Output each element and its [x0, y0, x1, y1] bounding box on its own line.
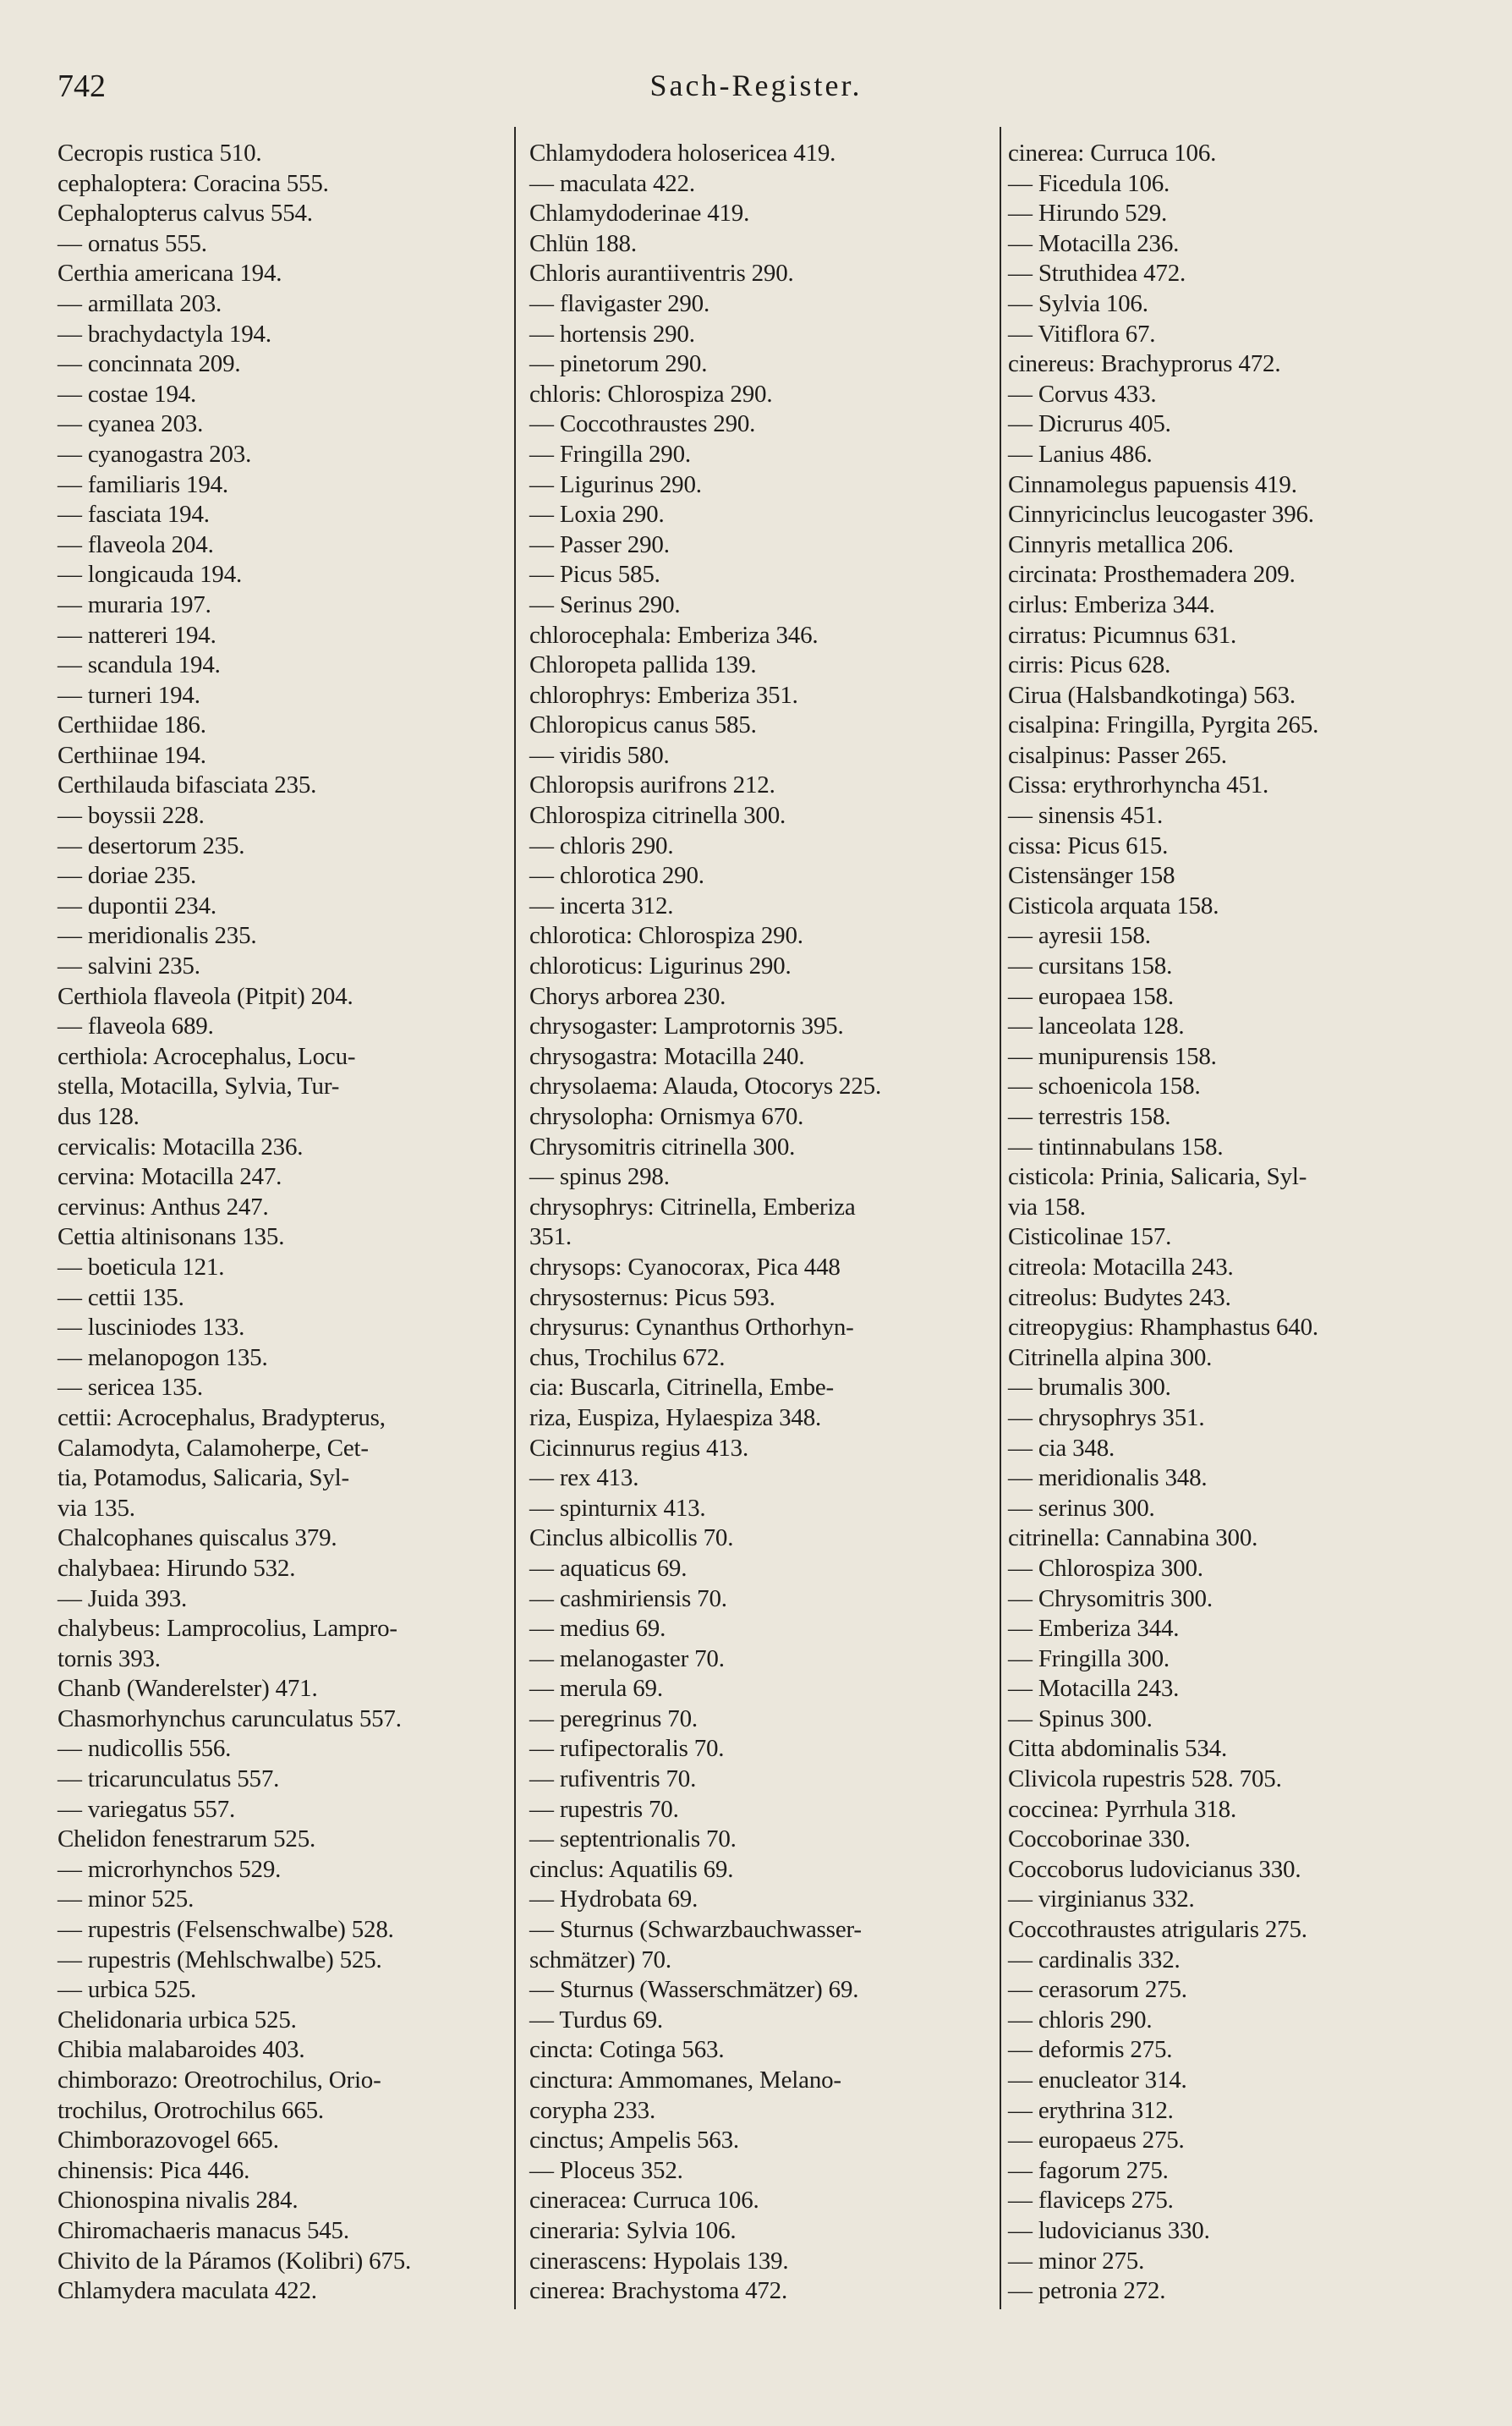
index-entry: — melanogaster 70.: [529, 1644, 725, 1672]
index-entry: — lusciniodes 133.: [58, 1314, 245, 1342]
index-entry: Chanb (Wanderelster) 471.: [58, 1675, 318, 1703]
index-entry: — nudicollis 556.: [58, 1735, 232, 1763]
index-entry: — rufiventris 70.: [529, 1765, 697, 1793]
index-entry: — serinus 300.: [1008, 1494, 1155, 1522]
index-entry: Cinnyris metallica 206.: [1008, 530, 1234, 558]
index-entry: Certhilauda bifasciata 235.: [58, 771, 317, 799]
index-entry: — doriae 235.: [58, 862, 197, 890]
index-entry: — Serinus 290.: [529, 590, 681, 618]
index-entry: — Emberiza 344.: [1008, 1615, 1180, 1643]
index-entry: 351.: [529, 1223, 572, 1251]
index-entry: Chlamydoderinae 419.: [529, 200, 750, 228]
index-entry: Chloropicus canus 585.: [529, 711, 757, 739]
index-entry: — deformis 275.: [1008, 2036, 1173, 2064]
index-entry: — minor 275.: [1008, 2247, 1145, 2275]
index-entry: — salvini 235.: [58, 952, 200, 980]
index-entry: — hortensis 290.: [529, 320, 695, 348]
index-entry: chloris: Chlorospiza 290.: [529, 380, 773, 408]
index-entry: — Motacilla 243.: [1008, 1675, 1180, 1703]
index-entry: — Coccothraustes 290.: [529, 410, 756, 438]
index-entry: cinctus; Ampelis 563.: [529, 2127, 739, 2154]
index-entry: Certhiinae 194.: [58, 741, 206, 769]
index-entry: — viridis 580.: [529, 741, 670, 769]
index-entry: Calamodyta, Calamoherpe, Cet-: [58, 1434, 369, 1462]
index-entry: — rufipectoralis 70.: [529, 1735, 725, 1763]
index-entry: chrysolaema: Alauda, Otocorys 225.: [529, 1073, 882, 1100]
index-entry: cinerea: Brachystoma 472.: [529, 2277, 788, 2305]
index-entry: cisticola: Prinia, Salicaria, Syl-: [1008, 1163, 1307, 1191]
index-entry: Chibia malabaroides 403.: [58, 2036, 305, 2064]
index-entry: — cyanea 203.: [58, 410, 204, 438]
index-entry: cineraria: Sylvia 106.: [529, 2216, 737, 2244]
index-entry: — rupestris 70.: [529, 1795, 679, 1823]
index-entry: cervinus: Anthus 247.: [58, 1193, 269, 1221]
index-entry: — scandula 194.: [58, 651, 221, 679]
index-entry: — terrestris 158.: [1008, 1103, 1171, 1130]
index-entry: — Fringilla 290.: [529, 440, 691, 468]
index-entry: Cistensänger 158: [1008, 862, 1175, 890]
index-entry: — turneri 194.: [58, 681, 200, 709]
index-entry: — Sylvia 106.: [1008, 289, 1148, 317]
index-entry: — chrysophrys 351.: [1008, 1403, 1205, 1431]
index-entry: coccinea: Pyrrhula 318.: [1008, 1795, 1236, 1823]
index-entry: — cursitans 158.: [1008, 952, 1173, 980]
index-entry: — dupontii 234.: [58, 892, 216, 919]
index-entry: — chloris 290.: [529, 832, 674, 859]
index-entry: — ayresii 158.: [1008, 922, 1151, 950]
index-entry: cisalpinus: Passer 265.: [1008, 741, 1227, 769]
index-entry: chloroticus: Ligurinus 290.: [529, 952, 792, 980]
index-entry: — sinensis 451.: [1008, 802, 1164, 830]
column-rule: [514, 127, 516, 2309]
index-entry: — cettii 135.: [58, 1283, 184, 1311]
index-entry: — melanopogon 135.: [58, 1343, 268, 1371]
index-entry: cia: Buscarla, Citrinella, Embe-: [529, 1374, 834, 1402]
index-entry: — septentrionalis 70.: [529, 1825, 737, 1853]
index-entry: — Vitiflora 67.: [1008, 320, 1156, 348]
index-entry: — merula 69.: [529, 1675, 663, 1703]
index-entry: — cerasorum 275.: [1008, 1976, 1187, 2004]
index-entry: Chelidonaria urbica 525.: [58, 2006, 297, 2034]
index-entry: — sericea 135.: [58, 1374, 203, 1402]
index-entry: — spinus 298.: [529, 1163, 670, 1191]
index-entry: — cyanogastra 203.: [58, 440, 252, 468]
index-entry: Cecropis rustica 510.: [58, 140, 262, 167]
index-column-1: [58, 139, 504, 2307]
index-entry: — cashmiriensis 70.: [529, 1584, 727, 1612]
index-entry: — virginianus 332.: [1008, 1885, 1195, 1913]
index-entry: trochilus, Orotrochilus 665.: [58, 2096, 324, 2124]
column-rule: [1000, 127, 1001, 2309]
index-entry: — erythrina 312.: [1008, 2096, 1174, 2124]
index-entry: chrysosternus: Picus 593.: [529, 1283, 775, 1311]
index-entry: Chorys arborea 230.: [529, 982, 726, 1010]
index-entry: — urbica 525.: [58, 1976, 197, 2004]
index-entry: — Juida 393.: [58, 1584, 188, 1612]
index-entry: — concinnata 209.: [58, 350, 241, 378]
index-entry: — maculata 422.: [529, 169, 695, 197]
index-entry: Cinnamolegus papuensis 419.: [1008, 470, 1297, 498]
index-entry: cephaloptera: Coracina 555.: [58, 169, 329, 197]
index-entry: Cisticola arquata 158.: [1008, 892, 1219, 919]
index-entry: — Passer 290.: [529, 530, 670, 558]
index-entry: chlorotica: Chlorospiza 290.: [529, 922, 803, 950]
index-entry: chinensis: Pica 446.: [58, 2156, 250, 2184]
index-entry: citreopygius: Rhamphastus 640.: [1008, 1314, 1318, 1342]
index-entry: — rex 413.: [529, 1464, 639, 1492]
index-entry: — meridionalis 235.: [58, 922, 257, 950]
index-entry: — enucleator 314.: [1008, 2066, 1187, 2094]
index-entry: cervicalis: Motacilla 236.: [58, 1133, 304, 1161]
page-number: 742: [58, 69, 106, 104]
index-entry: — costae 194.: [58, 380, 197, 408]
index-entry: — pinetorum 290.: [529, 350, 708, 378]
index-entry: — Turdus 69.: [529, 2006, 663, 2034]
index-entry: — medius 69.: [529, 1615, 666, 1643]
index-entry: Chelidon fenestrarum 525.: [58, 1825, 316, 1853]
index-column-3: [1008, 139, 1482, 2307]
index-entry: via 135.: [58, 1494, 135, 1522]
index-entry: Certhia americana 194.: [58, 260, 282, 288]
index-entry: — peregrinus 70.: [529, 1704, 698, 1732]
index-entry: chlorophrys: Emberiza 351.: [529, 681, 798, 709]
index-entry: — Ploceus 352.: [529, 2156, 683, 2184]
index-entry: cettii: Acrocephalus, Bradypterus,: [58, 1403, 386, 1431]
index-entry: — lanceolata 128.: [1008, 1013, 1185, 1040]
index-entry: certhiola: Acrocephalus, Locu-: [58, 1042, 356, 1070]
index-entry: — chlorotica 290.: [529, 862, 704, 890]
index-entry: — muraria 197.: [58, 590, 211, 618]
index-entry: — meridionalis 348.: [1008, 1464, 1208, 1492]
index-entry: — Loxia 290.: [529, 501, 665, 529]
index-entry: — cardinalis 332.: [1008, 1946, 1181, 1973]
index-entry: — Ficedula 106.: [1008, 169, 1170, 197]
index-entry: cinerea: Curruca 106.: [1008, 140, 1217, 167]
index-entry: Citrinella alpina 300.: [1008, 1343, 1213, 1371]
index-entry: Chiromachaeris manacus 545.: [58, 2216, 349, 2244]
index-entry: riza, Euspiza, Hylaespiza 348.: [529, 1403, 822, 1431]
index-entry: cincta: Cotinga 563.: [529, 2036, 725, 2064]
index-entry: — fagorum 275.: [1008, 2156, 1169, 2184]
index-entry: Certhiola flaveola (Pitpit) 204.: [58, 982, 353, 1010]
index-entry: — Fringilla 300.: [1008, 1644, 1170, 1672]
index-entry: Coccoborinae 330.: [1008, 1825, 1191, 1853]
index-entry: — tricarunculatus 557.: [58, 1765, 280, 1793]
index-entry: — minor 525.: [58, 1885, 194, 1913]
index-entry: schmätzer) 70.: [529, 1946, 671, 1973]
index-entry: — flaveola 689.: [58, 1013, 214, 1040]
index-entry: — boeticula 121.: [58, 1253, 225, 1281]
index-entry: — brumalis 300.: [1008, 1374, 1171, 1402]
index-entry: — armillata 203.: [58, 289, 222, 317]
index-entry: — desertorum 235.: [58, 832, 245, 859]
index-entry: via 158.: [1008, 1193, 1086, 1221]
index-entry: — Ligurinus 290.: [529, 470, 702, 498]
index-entry: chlorocephala: Emberiza 346.: [529, 621, 819, 649]
index-entry: cissa: Picus 615.: [1008, 832, 1169, 859]
index-entry: — Hirundo 529.: [1008, 200, 1168, 228]
index-entry: — Lanius 486.: [1008, 440, 1153, 468]
index-entry: Cissa: erythrorhyncha 451.: [1008, 771, 1269, 799]
running-head: Sach-Register.: [649, 69, 863, 102]
index-entry: — tintinnabulans 158.: [1008, 1133, 1224, 1161]
index-entry: Coccothraustes atrigularis 275.: [1008, 1916, 1307, 1944]
index-entry: tia, Potamodus, Salicaria, Syl-: [58, 1464, 349, 1492]
index-entry: chalybeus: Lamprocolius, Lampro-: [58, 1615, 397, 1643]
index-entry: Chalcophanes quiscalus 379.: [58, 1524, 337, 1552]
index-entry: dus 128.: [58, 1103, 140, 1130]
index-entry: cinclus: Aquatilis 69.: [529, 1855, 734, 1883]
index-entry: — ludovicianus 330.: [1008, 2216, 1210, 2244]
index-entry: — Corvus 433.: [1008, 380, 1157, 408]
index-entry: cirris: Picus 628.: [1008, 651, 1171, 679]
index-entry: chrysurus: Cynanthus Orthorhyn-: [529, 1314, 854, 1342]
index-entry: — flaveola 204.: [58, 530, 214, 558]
index-entry: — Spinus 300.: [1008, 1704, 1153, 1732]
index-entry: — brachydactyla 194.: [58, 320, 271, 348]
index-entry: — munipurensis 158.: [1008, 1042, 1217, 1070]
index-entry: chus, Trochilus 672.: [529, 1343, 726, 1371]
index-entry: — Struthidea 472.: [1008, 260, 1186, 288]
index-entry: — cia 348.: [1008, 1434, 1115, 1462]
index-entry: chrysogastra: Motacilla 240.: [529, 1042, 805, 1070]
index-entry: cinerascens: Hypolais 139.: [529, 2247, 789, 2275]
index-entry: Coccoborus ludovicianus 330.: [1008, 1855, 1301, 1883]
index-entry: Citta abdominalis 534.: [1008, 1735, 1227, 1763]
index-entry: — Chrysomitris 300.: [1008, 1584, 1213, 1612]
index-entry: cineracea: Curruca 106.: [529, 2187, 759, 2215]
index-entry: chalybaea: Hirundo 532.: [58, 1554, 296, 1582]
index-entry: cinereus: Brachyprorus 472.: [1008, 350, 1281, 378]
index-entry: Cirua (Halsbandkotinga) 563.: [1008, 681, 1296, 709]
index-entry: — variegatus 557.: [58, 1795, 236, 1823]
index-entry: Cicinnurus regius 413.: [529, 1434, 748, 1462]
index-entry: Chloris aurantiiventris 290.: [529, 260, 794, 288]
index-entry: Clivicola rupestris 528. 705.: [1008, 1765, 1282, 1793]
index-entry: Chrysomitris citrinella 300.: [529, 1133, 796, 1161]
index-entry: — petronia 272.: [1008, 2277, 1166, 2305]
index-entry: Chloropeta pallida 139.: [529, 651, 757, 679]
index-entry: — chloris 290.: [1008, 2006, 1153, 2034]
index-entry: Cephalopterus calvus 554.: [58, 200, 313, 228]
index-entry: Chlün 188.: [529, 229, 637, 257]
index-entry: — Motacilla 236.: [1008, 229, 1180, 257]
index-entry: Chlamydera maculata 422.: [58, 2277, 317, 2305]
index-entry: cervina: Motacilla 247.: [58, 1163, 282, 1191]
index-entry: — aquaticus 69.: [529, 1554, 688, 1582]
index-entry: — Sturnus (Wasserschmätzer) 69.: [529, 1976, 859, 2004]
index-entry: citreolus: Budytes 243.: [1008, 1283, 1231, 1311]
index-entry: corypha 233.: [529, 2096, 656, 2124]
index-entry: circinata: Prosthemadera 209.: [1008, 561, 1296, 589]
index-entry: chrysolopha: Ornismya 670.: [529, 1103, 804, 1130]
index-entry: — Hydrobata 69.: [529, 1885, 698, 1913]
page-header: [0, 68, 1512, 118]
index-entry: — familiaris 194.: [58, 470, 228, 498]
index-entry: Chivito de la Páramos (Kolibri) 675.: [58, 2247, 412, 2275]
index-entry: chrysops: Cyanocorax, Pica 448: [529, 1253, 841, 1281]
index-entry: Chasmorhynchus carunculatus 557.: [58, 1704, 402, 1732]
index-entry: — boyssii 228.: [58, 802, 205, 830]
index-entry: cinctura: Ammomanes, Melano-: [529, 2066, 841, 2094]
index-entry: stella, Motacilla, Sylvia, Tur-: [58, 1073, 340, 1100]
index-entry: Chlamydodera holosericea 419.: [529, 140, 836, 167]
index-entry: chrysophrys: Citrinella, Emberiza: [529, 1193, 856, 1221]
index-entry: — nattereri 194.: [58, 621, 216, 649]
index-entry: Chionospina nivalis 284.: [58, 2187, 299, 2215]
index-entry: — rupestris (Mehlschwalbe) 525.: [58, 1946, 382, 1973]
index-entry: — longicauda 194.: [58, 561, 243, 589]
index-entry: — microrhynchos 529.: [58, 1855, 282, 1883]
index-entry: — europaeus 275.: [1008, 2127, 1185, 2154]
index-entry: Cinclus albicollis 70.: [529, 1524, 734, 1552]
index-entry: cirlus: Emberiza 344.: [1008, 590, 1215, 618]
index-entry: Cisticolinae 157.: [1008, 1223, 1172, 1251]
index-entry: citreola: Motacilla 243.: [1008, 1253, 1234, 1281]
index-entry: — europaea 158.: [1008, 982, 1174, 1010]
index-entry: Cettia altinisonans 135.: [58, 1223, 285, 1251]
index-entry: Chloropsis aurifrons 212.: [529, 771, 775, 799]
index-entry: — spinturnix 413.: [529, 1494, 706, 1522]
index-entry: — Sturnus (Schwarzbauchwasser-: [529, 1916, 862, 1944]
index-entry: — flavigaster 290.: [529, 289, 710, 317]
index-entry: Certhiidae 186.: [58, 711, 206, 739]
index-entry: cisalpina: Fringilla, Pyrgita 265.: [1008, 711, 1319, 739]
index-entry: chrysogaster: Lamprotornis 395.: [529, 1013, 844, 1040]
index-entry: Chimborazovogel 665.: [58, 2127, 279, 2154]
index-entry: — ornatus 555.: [58, 229, 207, 257]
index-entry: — flaviceps 275.: [1008, 2187, 1174, 2215]
index-entry: cirratus: Picumnus 631.: [1008, 621, 1237, 649]
index-entry: tornis 393.: [58, 1644, 161, 1672]
index-entry: chimborazo: Oreotrochilus, Orio-: [58, 2066, 381, 2094]
index-entry: — Chlorospiza 300.: [1008, 1554, 1203, 1582]
index-entry: — rupestris (Felsenschwalbe) 528.: [58, 1916, 394, 1944]
index-entry: — Dicrurus 405.: [1008, 410, 1171, 438]
index-entry: Chlorospiza citrinella 300.: [529, 802, 786, 830]
index-entry: — fasciata 194.: [58, 501, 210, 529]
index-entry: — incerta 312.: [529, 892, 674, 919]
index-column-2: [529, 139, 986, 2307]
index-entry: — schoenicola 158.: [1008, 1073, 1201, 1100]
index-entry: Cinnyricinclus leucogaster 396.: [1008, 501, 1314, 529]
index-entry: — Picus 585.: [529, 561, 660, 589]
index-entry: citrinella: Cannabina 300.: [1008, 1524, 1258, 1552]
